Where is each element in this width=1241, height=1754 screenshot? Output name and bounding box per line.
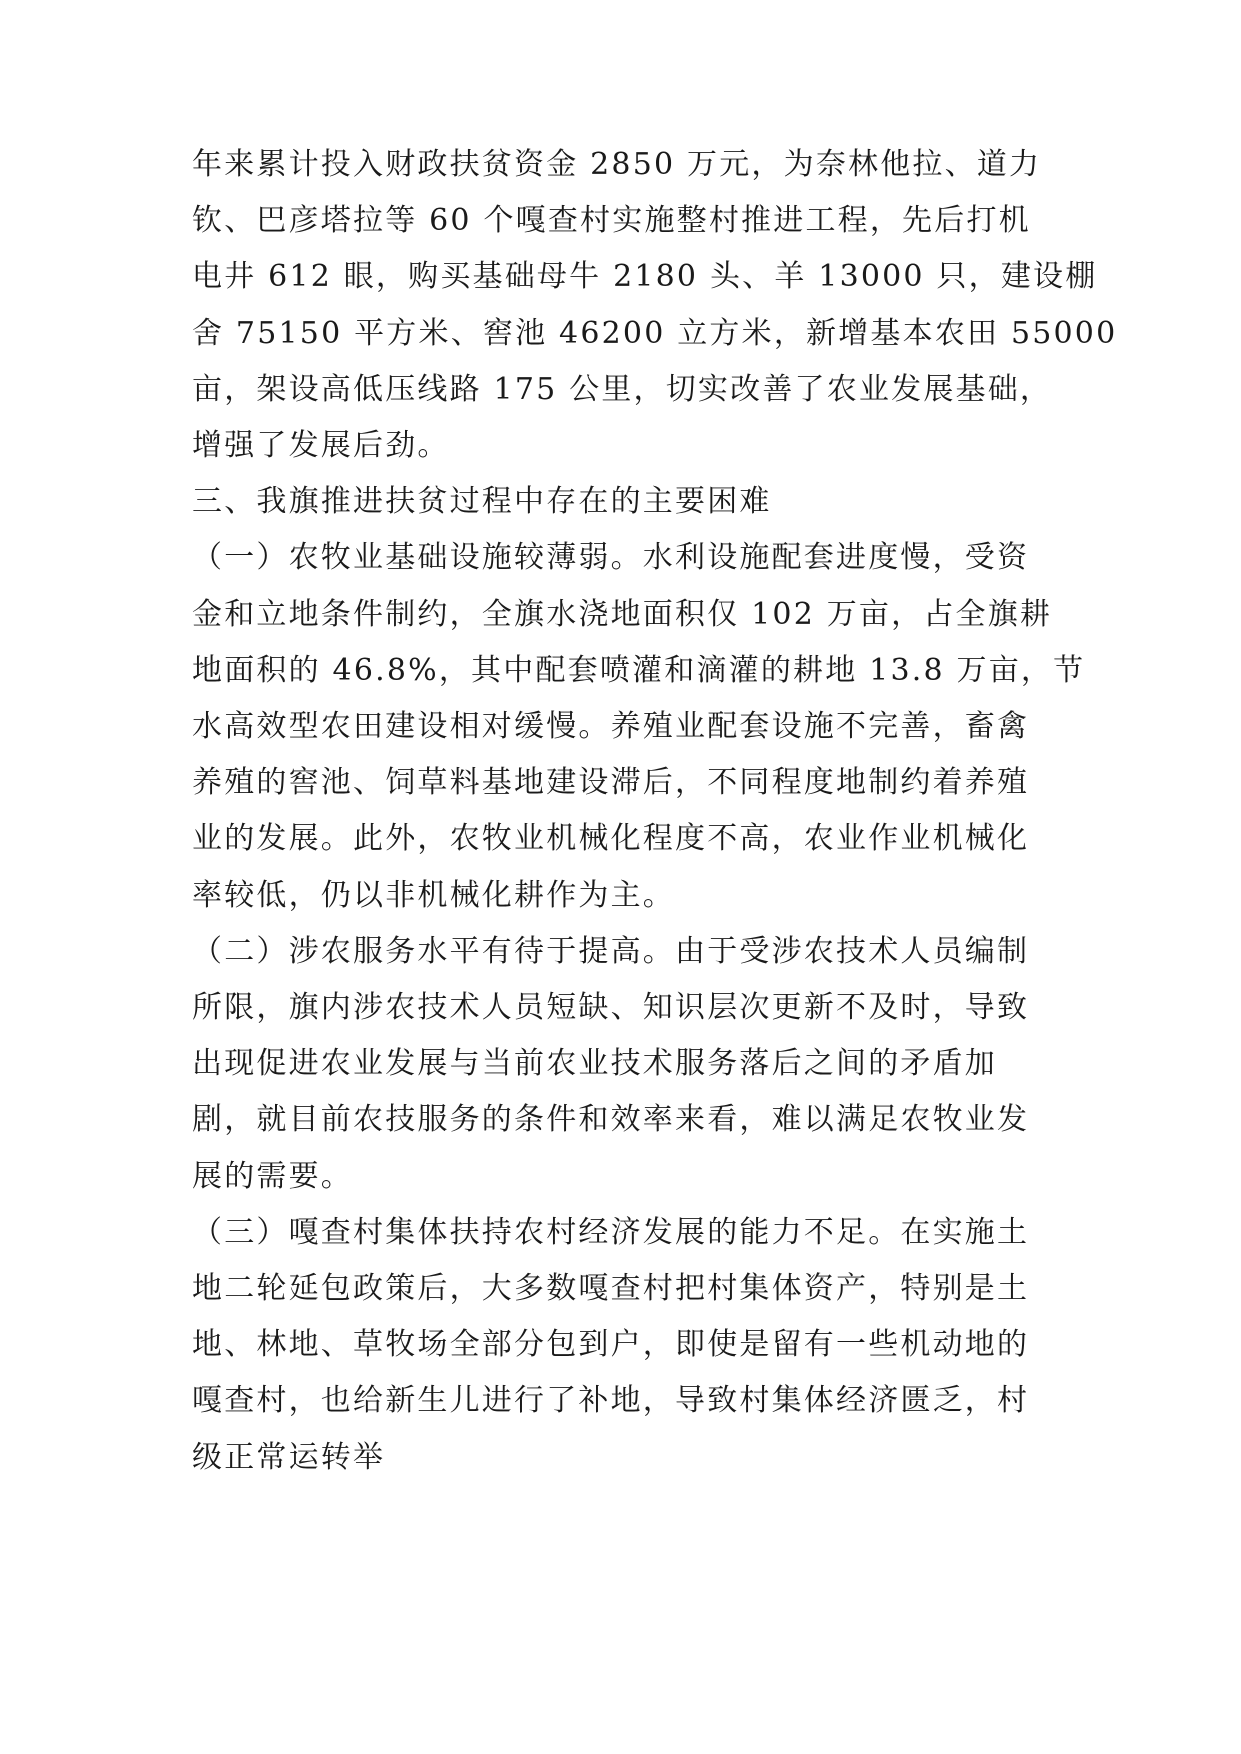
- text-line: 地二轮延包政策后，大多数嘎查村把村集体资产，特别是土: [192, 1271, 1030, 1306]
- text-line: 钦、巴彦塔拉等 60 个嘎查村实施整村推进工程，先后打机: [192, 203, 1031, 238]
- text-line: （二）涉农服务水平有待于提高。由于受涉农技术人员编制: [192, 934, 1030, 969]
- text-line: 嘎查村，也给新生儿进行了补地，导致村集体经济匮乏，村: [192, 1383, 1030, 1418]
- text-line: 地、林地、草牧场全部分包到户，即使是留有一些机动地的: [192, 1327, 1030, 1362]
- text-line: 亩，架设高低压线路 175 公里，切实改善了农业发展基础，: [192, 372, 1053, 407]
- text-line: （一）农牧业基础设施较薄弱。水利设施配套进度慢，受资: [192, 540, 1030, 575]
- text-line: 剧，就目前农技服务的条件和效率来看，难以满足农牧业发: [192, 1102, 1030, 1137]
- text-line: 养殖的窖池、饲草料基地建设滞后，不同程度地制约着养殖: [192, 765, 1030, 800]
- text-line: 水高效型农田建设相对缓慢。养殖业配套设施不完善，畜禽: [192, 709, 1030, 744]
- text-line: 地面积的 46.8%，其中配套喷灌和滴灌的耕地 13.8 万亩，节: [192, 653, 1086, 688]
- text-line: 业的发展。此外，农牧业机械化程度不高，农业作业机械化: [192, 821, 1030, 856]
- text-line: 年来累计投入财政扶贫资金 2850 万元，为奈林他拉、道力: [192, 147, 1042, 182]
- text-line: 金和立地条件制约，全旗水浇地面积仅 102 万亩，占全旗耕: [192, 597, 1053, 632]
- text-line: 三、我旗推进扶贫过程中存在的主要困难: [192, 484, 772, 519]
- text-line: 舍 75150 平方米、窖池 46200 立方米，新增基本农田 55000: [192, 316, 1118, 351]
- text-line: 展的需要。: [192, 1159, 353, 1194]
- text-line: 电井 612 眼，购买基础母牛 2180 头、羊 13000 只，建设棚: [192, 259, 1098, 294]
- text-line: 所限，旗内涉农技术人员短缺、知识层次更新不及时，导致: [192, 990, 1030, 1025]
- text-line: 率较低，仍以非机械化耕作为主。: [192, 878, 675, 913]
- text-line: （三）嘎查村集体扶持农村经济发展的能力不足。在实施土: [192, 1215, 1030, 1250]
- text-line: 出现促进农业发展与当前农业技术服务落后之间的矛盾加: [192, 1046, 997, 1081]
- text-line: 级正常运转举: [192, 1440, 386, 1475]
- text-line: 增强了发展后劲。: [192, 428, 450, 463]
